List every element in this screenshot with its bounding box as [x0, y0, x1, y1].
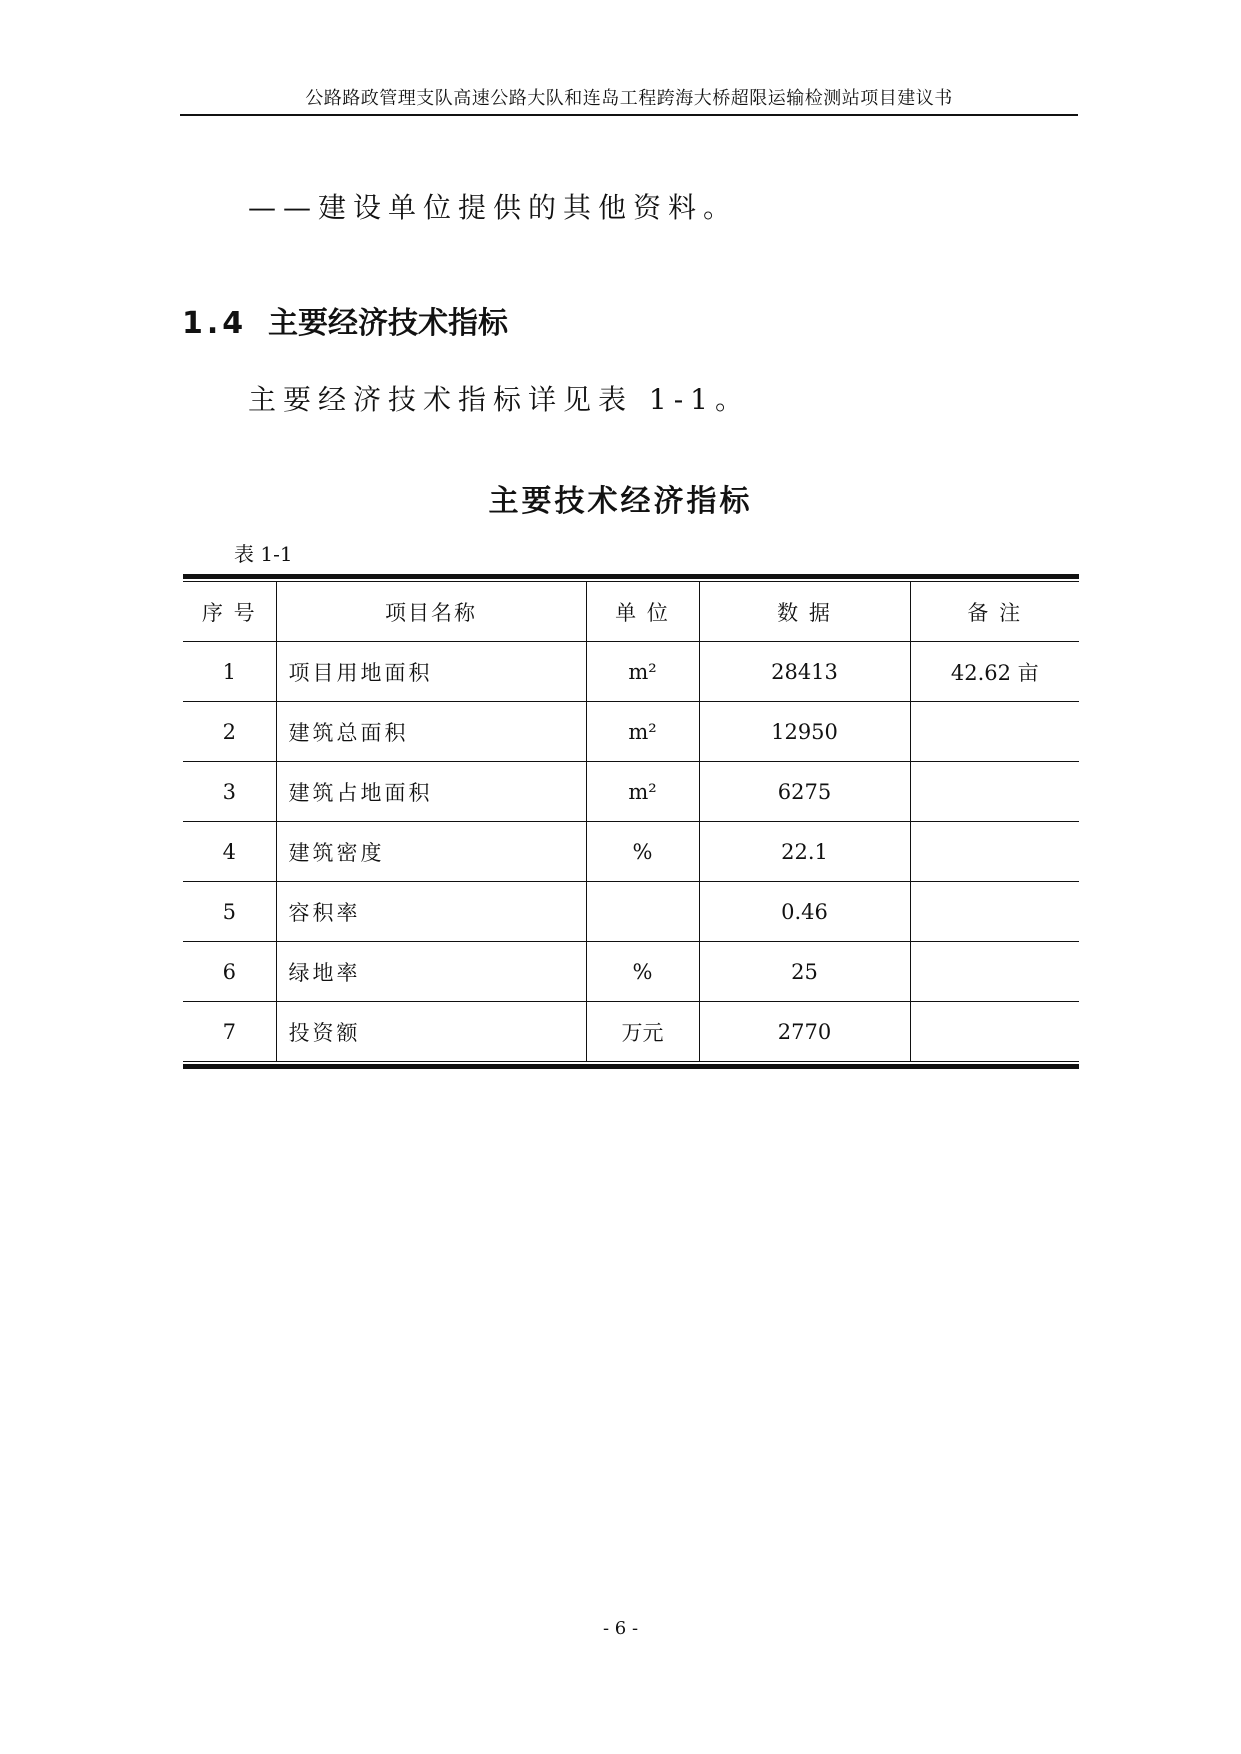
table-top-rule-thick [183, 574, 1079, 579]
cell-note [910, 882, 1079, 942]
header-cell-value: 数 据 [699, 582, 910, 642]
header-cell-name: 项目名称 [276, 582, 586, 642]
cell-name: 绿地率 [276, 942, 586, 1002]
header-cell-index: 序 号 [183, 582, 276, 642]
table-row [183, 882, 1079, 942]
cell-unit: m² [586, 642, 699, 702]
cell-note [910, 1002, 1079, 1062]
cell-unit [586, 882, 699, 942]
indicator-table [183, 574, 1079, 1069]
cell-name: 投资额 [276, 1002, 586, 1062]
cell-value: 22.1 [699, 822, 910, 882]
cell-note [910, 762, 1079, 822]
table-row [183, 822, 1079, 882]
cell-name: 建筑总面积 [276, 702, 586, 762]
cell-index: 6 [183, 942, 276, 1002]
cell-index: 2 [183, 702, 276, 762]
section-number: 1.4 [182, 306, 248, 341]
cell-unit: m² [586, 762, 699, 822]
cell-index: 7 [183, 1002, 276, 1062]
cell-value: 2770 [699, 1002, 910, 1062]
cell-name: 项目用地面积 [276, 642, 586, 702]
section-heading [182, 298, 508, 342]
body-line: ——建设单位提供的其他资料。 [248, 191, 739, 224]
table-label: 表 1-1 [234, 542, 293, 566]
cell-name: 容积率 [276, 882, 586, 942]
table-title: 主要技术经济指标 [488, 484, 753, 519]
table-row [183, 942, 1079, 1002]
cell-name: 建筑占地面积 [276, 762, 586, 822]
table-row [183, 762, 1079, 822]
table-header-row [183, 582, 1079, 642]
cell-value: 12950 [699, 702, 910, 762]
cell-value: 28413 [699, 642, 910, 702]
cell-value: 25 [699, 942, 910, 1002]
cell-note: 42.62 亩 [910, 642, 1079, 702]
cell-unit: 万元 [586, 1002, 699, 1062]
cell-index: 1 [183, 642, 276, 702]
header-rule [180, 114, 1078, 116]
table-row [183, 702, 1079, 762]
page-number: - 6 - [602, 1618, 639, 1639]
cell-value: 0.46 [699, 882, 910, 942]
table-bottom-rule-thick [183, 1064, 1079, 1069]
table-row [183, 1002, 1079, 1062]
section-title: 主要经济技术指标 [268, 306, 508, 341]
table-row [183, 642, 1079, 702]
document-header: 公路路政管理支队高速公路大队和连岛工程跨海大桥超限运输检测站项目建议书 [305, 88, 953, 109]
cell-index: 4 [183, 822, 276, 882]
cell-index: 5 [183, 882, 276, 942]
cell-unit: % [586, 822, 699, 882]
table-bottom-rule-thin [183, 1061, 1079, 1062]
header-cell-unit: 单 位 [586, 582, 699, 642]
cell-note [910, 942, 1079, 1002]
cell-value: 6275 [699, 762, 910, 822]
cell-index: 3 [183, 762, 276, 822]
cell-unit: % [586, 942, 699, 1002]
cell-name: 建筑密度 [276, 822, 586, 882]
header-cell-note: 备 注 [910, 582, 1079, 642]
cell-unit: m² [586, 702, 699, 762]
body-paragraph: 主要经济技术指标详见表 1-1。 [248, 383, 750, 416]
cell-note [910, 702, 1079, 762]
cell-note [910, 822, 1079, 882]
